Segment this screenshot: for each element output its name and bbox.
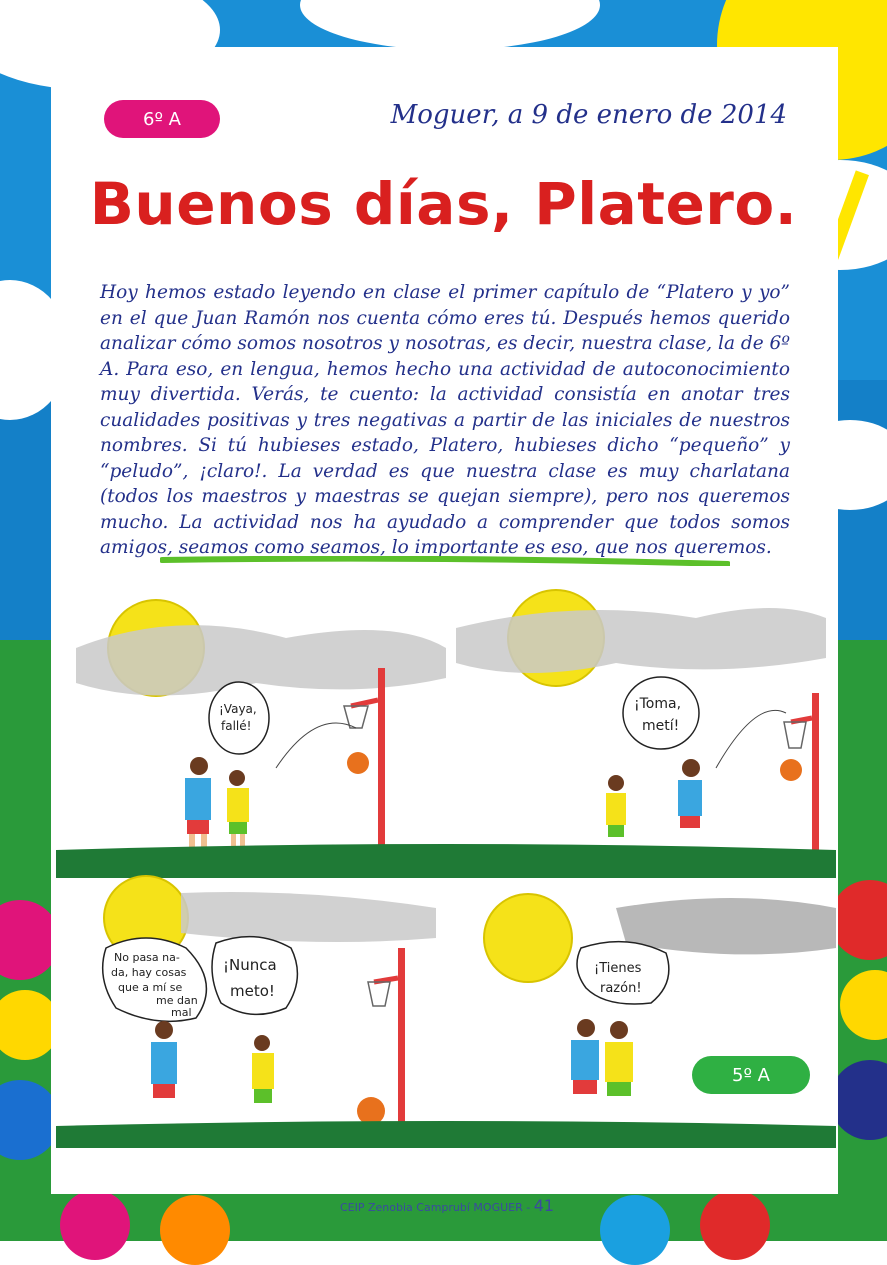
class-badge-6a: 6º A	[104, 100, 220, 138]
panel4-bubble-line-1: ¡Tienes	[594, 961, 642, 976]
body-paragraph: Hoy hemos estado leyendo en clase el primer capítulo de “Platero y yo” en el que Juan Ramón nos cuenta cómo eres tú. Después hemos querido analizar cómo somos nosotros y nosotras, es decir, nuestra clase, la de 6º A. Para eso, en lengua, hemos hecho una actividad de autoconocimiento muy divertida. Verás, te cuento: la actividad consistía en anotar tres cualidades positivas y tres negativas a partir de las iniciales de nuestros nombres. Si tú hubieses estado, Platero, hubieses dicho “pequeño” y “peludo”, ¡claro!. La verdad es que nuestra clase es muy charlatana (todos los maestros y maestras se quejan siempre), pero nos queremos mucho. La actividad nos ha ayudado a comprender que todos somos amigos, seamos como seamos, lo importante es eso, que nos queremos.	[100, 282, 791, 558]
page-number: 41	[533, 1196, 555, 1215]
panel1-bubble-line-2: fallé!	[221, 719, 252, 733]
flower-icon	[600, 1195, 670, 1265]
panel3-bubble-a-line-4: me dan	[156, 994, 198, 1007]
class-badge-5a: 5º A	[692, 1056, 810, 1094]
panel3-bubble-a-line-3: que a mí se	[118, 981, 183, 994]
flower-icon	[160, 1195, 230, 1265]
panel3-bubble-a-line-1: No pasa na-	[114, 951, 180, 964]
panel2-bubble-line-2: metí!	[642, 718, 680, 734]
comic-panel-2	[456, 590, 826, 863]
panel3-bubble-a-line-5: mal	[171, 1006, 192, 1019]
divider-line	[160, 556, 730, 566]
flower-icon	[60, 1190, 130, 1260]
panel4-bubble-line-2: razón!	[600, 981, 642, 996]
comic-panel-3	[103, 876, 436, 1128]
page-title: Buenos días, Platero.	[89, 170, 798, 238]
panel3-bubble-a-line-2: da, hay cosas	[111, 966, 187, 979]
footer-school: CEIP Zenobia Camprubí MOGUER -	[340, 1201, 534, 1214]
page-footer	[340, 1196, 554, 1215]
date-line: Moguer, a 9 de enero de 2014	[390, 100, 787, 130]
flower-icon	[700, 1190, 770, 1260]
panel2-bubble-line-1: ¡Toma,	[634, 696, 682, 712]
panel3-bubble-b-line-1: ¡Nunca	[223, 956, 277, 974]
panel3-bubble-b-line-2: meto!	[230, 982, 275, 1000]
comic-panel-1	[76, 600, 446, 858]
panel1-bubble-line-1: ¡Vaya,	[219, 702, 257, 716]
